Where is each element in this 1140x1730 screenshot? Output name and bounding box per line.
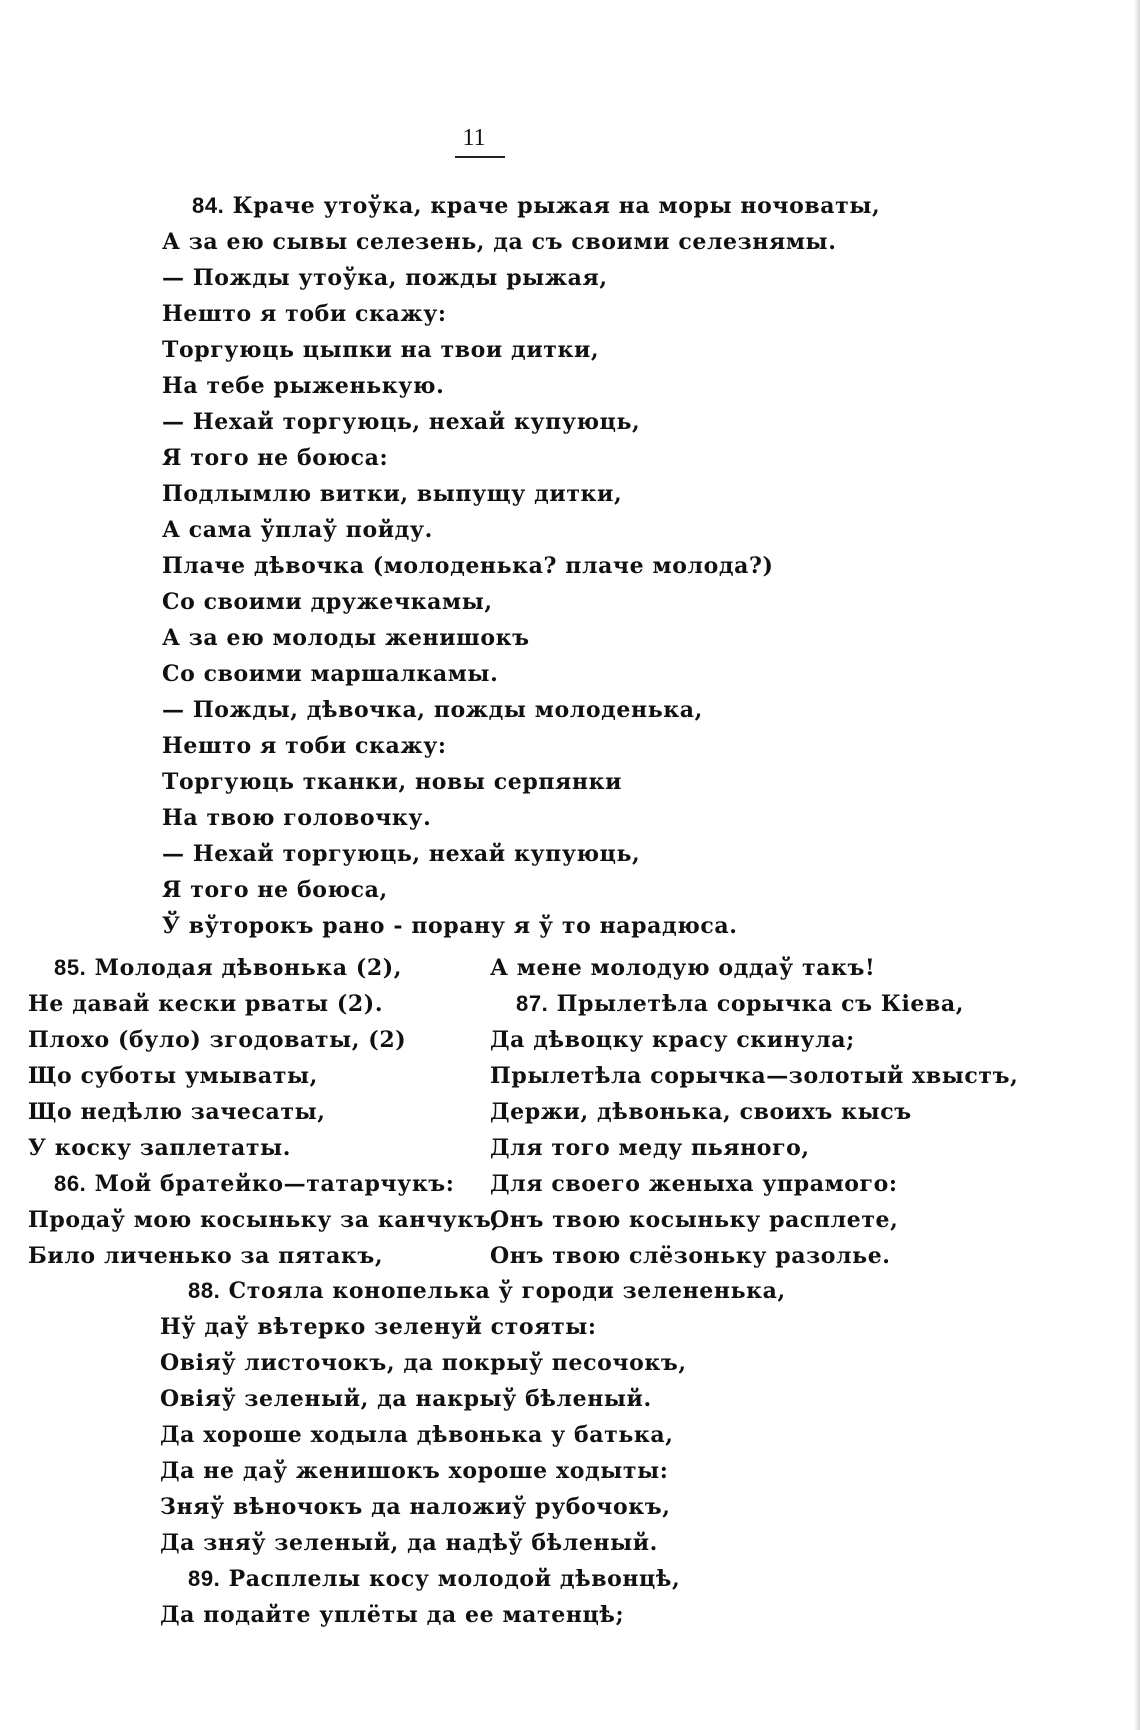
song-line: 85. Молодая дѣвонька (2),: [54, 955, 403, 981]
song-line: Со своими дружечкамы,: [162, 589, 493, 615]
song-line: Да не даў женишокъ хороше ходыты:: [160, 1458, 669, 1484]
song-line: Подлымлю витки, выпущу дитки,: [162, 481, 623, 507]
song-line: 89. Расплелы косу молодой дѣвонцѣ,: [188, 1566, 681, 1592]
song-line: — Нехай торгуюць, нехай купуюць,: [162, 409, 641, 435]
song-number: 89.: [188, 1566, 221, 1591]
song-number: 88.: [188, 1278, 221, 1303]
song-line: На тебе рыженькую.: [162, 373, 445, 399]
song-line: Я того не боюса:: [162, 445, 389, 471]
song-line: Со своими маршалкамы.: [162, 661, 499, 687]
page-number-rule: [455, 156, 505, 158]
song-number: 85.: [54, 955, 87, 980]
song-line: На твою головочку.: [162, 805, 432, 831]
song-line: Нў даў вѣтерко зеленуй стояты:: [160, 1314, 597, 1340]
song-line: Для своего женыха упрамого:: [490, 1171, 898, 1197]
song-line: Зняў вѣночокъ да наложиў рубочокъ,: [160, 1494, 671, 1520]
song-line: Да подайте уплёты да ее матенцѣ;: [160, 1602, 625, 1628]
song-number: 87.: [516, 991, 549, 1016]
song-line: Онъ твою слёзоньку разолье.: [490, 1243, 891, 1269]
song-line: — Пожды утоўка, пожды рыжая,: [162, 265, 608, 291]
song-line: Прылетѣла сорычка—золотый хвыстъ,: [490, 1063, 1019, 1089]
song-line: 87. Прылетѣла сорычка съ Кiева,: [516, 991, 965, 1017]
song-line: Для того меду пьяного,: [490, 1135, 810, 1161]
song-line: А сама ўплаў пойду.: [162, 517, 433, 543]
songs-88-89: [160, 1273, 786, 1633]
song-line: Да зняў зеленый, да надѣў бѣленый.: [160, 1530, 658, 1556]
song-line: Овiяў листочокъ, да покрыў песочокъ,: [160, 1350, 687, 1376]
song-line: Нешто я тоби скажу:: [162, 733, 447, 759]
song-line: Продаў мою косыньку за канчукъ,: [28, 1207, 500, 1233]
page-number: 11: [462, 125, 486, 151]
page-edge-shadow: [1134, 0, 1140, 1730]
song-line: Да хороше ходыла дѣвонька у батька,: [160, 1422, 674, 1448]
song-line: 84. Краче утоўка, краче рыжая на моры ночоваты,: [192, 193, 881, 219]
song-84: [162, 188, 880, 944]
song-line: А мене молодую оддаў такъ!: [490, 955, 876, 981]
song-line: Овiяў зеленый, да накрыў бѣленый.: [160, 1386, 652, 1412]
song-number: 86.: [54, 1171, 87, 1196]
song-line: Що недѣлю зачесаты,: [28, 1099, 326, 1125]
song-line: Держи, дѣвонька, своихъ кысъ: [490, 1099, 912, 1125]
song-line: А за ею молоды женишокъ: [162, 625, 530, 651]
song-line: Не давай кески рваты (2).: [28, 991, 384, 1017]
right-column: [490, 950, 1018, 1274]
song-line: Плохо (було) згодоваты, (2): [28, 1027, 407, 1053]
song-line: — Нехай торгуюць, нехай купуюць,: [162, 841, 641, 867]
song-number: 84.: [192, 193, 225, 218]
song-line: Торгуюць тканки, новы серпянки: [162, 769, 623, 795]
song-line: Я того не боюса,: [162, 877, 388, 903]
left-column: [28, 950, 500, 1274]
song-line: Да дѣвоцку красу скинула;: [490, 1027, 855, 1053]
song-line: Онъ твою косыньку расплете,: [490, 1207, 899, 1233]
song-line: А за ею сывы селезень, да съ своими селезнямы.: [162, 229, 837, 255]
song-line: 88. Стояла конопелька ў городи зелененька,: [188, 1278, 786, 1304]
song-line: Торгуюць цыпки на твои дитки,: [162, 337, 600, 363]
song-line: Ў вўторокъ рано - порану я ў то нарадюса.: [162, 913, 738, 939]
song-line: — Пожды, дѣвочка, пожды молоденька,: [162, 697, 703, 723]
song-line: У коску заплетаты.: [28, 1135, 292, 1161]
song-line: Нешто я тоби скажу:: [162, 301, 447, 327]
song-line: Плаче дѣвочка (молоденька? плаче молода?): [162, 553, 774, 579]
song-line: Що суботы умываты,: [28, 1063, 318, 1089]
song-line: 86. Мой братейко—татарчукъ:: [54, 1171, 455, 1197]
song-line: Било личенько за пятакъ,: [28, 1243, 384, 1269]
